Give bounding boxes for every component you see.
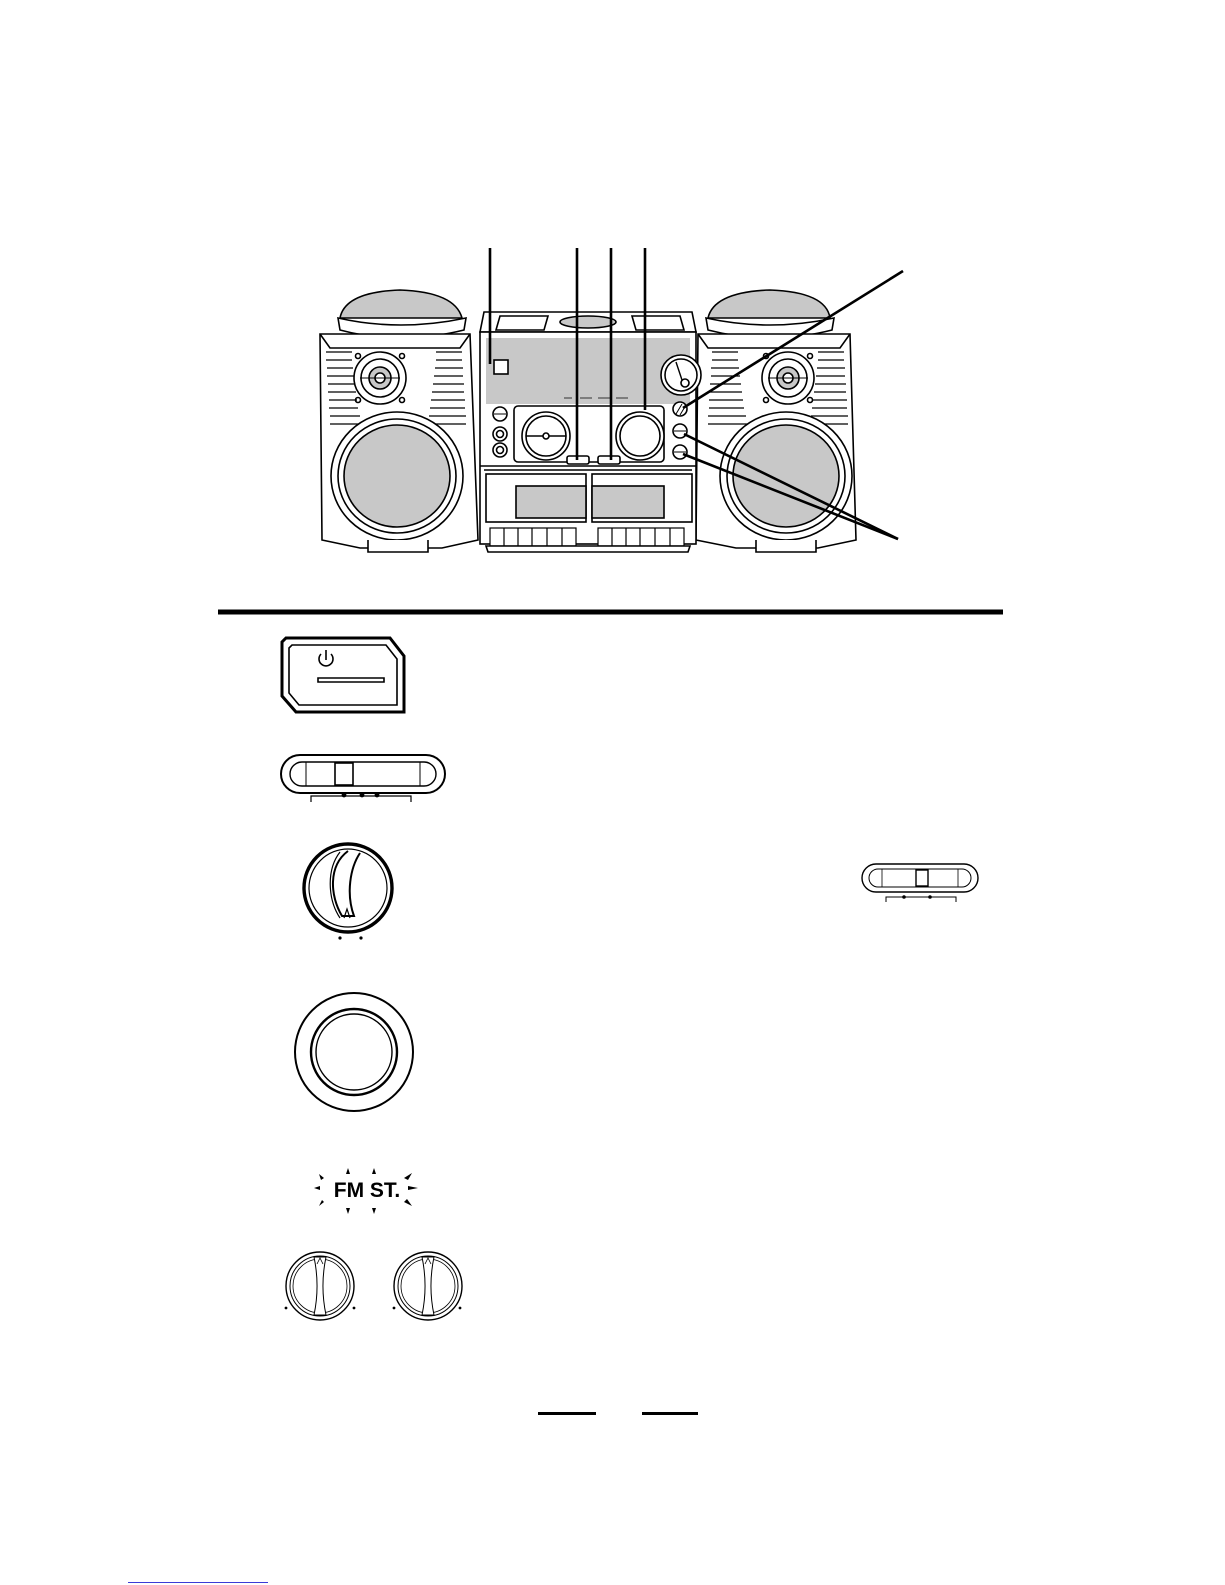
underline-right bbox=[642, 1412, 698, 1415]
tuning-dial-icon bbox=[292, 990, 416, 1114]
rotary-knob-icon bbox=[300, 846, 400, 942]
three-position-slide-switch-icon bbox=[278, 752, 448, 812]
fm-stereo-indicator-icon bbox=[312, 1168, 422, 1214]
main-unit bbox=[480, 312, 701, 552]
left-speaker bbox=[320, 290, 478, 552]
underline-left bbox=[538, 1412, 596, 1415]
rotary-knob-pair-icon bbox=[280, 1250, 470, 1326]
power-button-icon bbox=[278, 632, 408, 718]
fm-stereo-label: FM ST. bbox=[333, 1179, 401, 1202]
footer-link-underline bbox=[128, 1582, 268, 1583]
two-position-slide-switch-icon bbox=[860, 862, 980, 906]
